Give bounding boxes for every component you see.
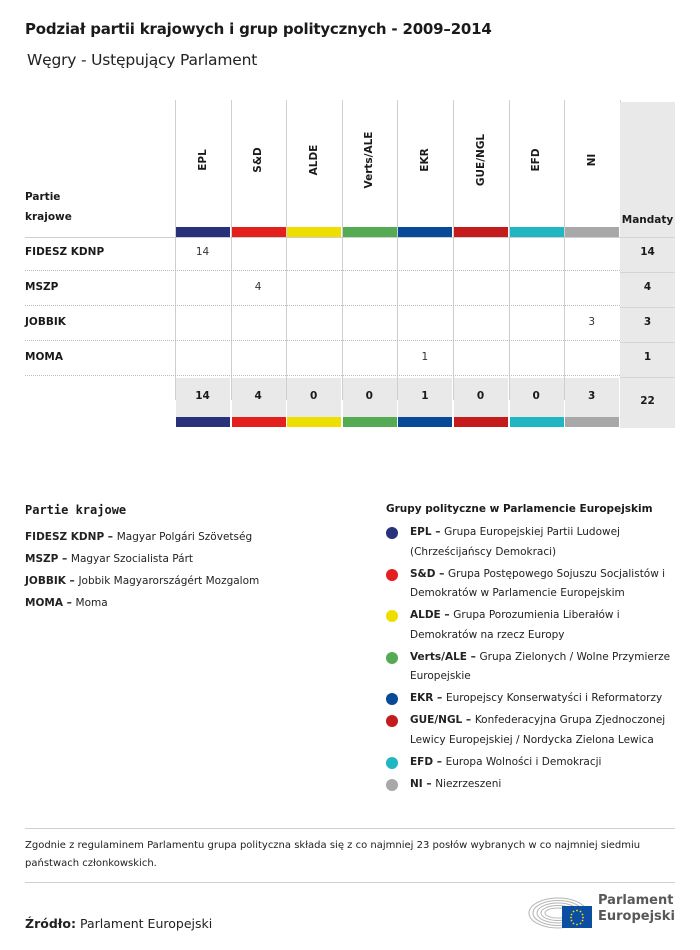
seat-distribution-table: [0, 100, 700, 430]
column-header: [564, 100, 619, 228]
group-color-bar: [454, 227, 508, 237]
footnote: Zgodnie z regulaminem Parlamentu grupa polityczna składa się z co najmniej 23 posłów wybranych w co najmniej siedmiu państwach członkowskich.: [25, 840, 641, 869]
row-header-line2: krajowe: [25, 211, 72, 223]
group-color-dot-icon: [386, 779, 398, 791]
group-full-name: Europejscy Konserwatyści i Reformatorzy: [445, 692, 663, 704]
group-color-bar: [565, 227, 619, 237]
column-header-label: NI: [585, 153, 598, 167]
column-total: 0: [310, 390, 318, 402]
column-ekr: [397, 100, 452, 430]
group-legend-item: GUE/NGL – Konfederacyjna Grupa Zjednoczonej Lewicy Europejskiej / Nordycka Zielona Lewica: [386, 711, 686, 750]
party-legend-item: MOMA – Moma: [25, 597, 108, 609]
column-header-label: EKR: [418, 148, 431, 172]
source-value: Parlament Europejski: [79, 916, 213, 931]
divider-top: [25, 828, 675, 829]
column-header-label: EFD: [530, 148, 543, 172]
group-full-name: Niezrzeszeni: [435, 777, 502, 790]
mandaty-separator: [620, 342, 675, 343]
group-color-dot-icon: [386, 757, 398, 769]
party-legend-item: FIDESZ KDNP – Magyar Polgári Szövetség: [25, 531, 253, 543]
group-full-name: Grupa Postępowego Sojuszu Socjalistów i Demokratów w Parlamencie Europejskim: [410, 567, 666, 599]
group-full-name: Konfederacyjna Grupa Zjednoczonej Lewicy Europejskiej / Nordycka Zielona Lewica: [410, 714, 666, 746]
divider-bottom: [25, 882, 675, 883]
row-total: 1: [643, 351, 652, 363]
column-total: 14: [195, 390, 210, 402]
group-legend-item: S&D – Grupa Postępowego Sojuszu Socjalistów i Demokratów w Parlamencie Europejskim: [386, 565, 686, 604]
group-color-bar: [232, 227, 286, 237]
row-separator: [25, 340, 620, 341]
group-color-bar: [343, 417, 397, 427]
column-header: [231, 100, 286, 228]
party-abbr: MOMA: [25, 597, 63, 609]
table-cell: 4: [254, 281, 262, 293]
row-total: 14: [640, 246, 655, 258]
party-abbr: JOBBIK: [25, 575, 66, 587]
grand-total: 22: [640, 395, 655, 407]
group-color-dot-icon: [386, 652, 398, 664]
mandaty-separator: [620, 272, 675, 273]
group-legend-title: Grupy polityczne w Parlamencie Europejskim: [386, 503, 653, 515]
group-abbr: Verts/ALE: [410, 650, 467, 663]
group-color-bar: [510, 227, 564, 237]
group-legend-item: EKR – Europejscy Konserwatyści i Reformatorzy: [386, 689, 686, 709]
party-abbr: MSZP: [25, 553, 59, 565]
table-cell: 3: [588, 316, 596, 328]
group-legend-item: ALDE – Grupa Porozumienia Liberałów i Demokratów na rzecz Europy: [386, 606, 686, 645]
party-legend-title: Partie krajowe: [25, 503, 127, 517]
group-color-bar: [343, 227, 397, 237]
table-cell: 14: [195, 246, 210, 258]
european-parliament-logo: [528, 891, 678, 931]
column-vertsale: [342, 100, 397, 430]
column-total: 3: [588, 390, 596, 402]
column-header-label: S&D: [252, 147, 265, 173]
party-legend-item: JOBBIK – Jobbik Magyarországért Mozgalom: [25, 575, 260, 587]
mandaty-separator: [620, 377, 675, 378]
group-full-name: Grupa Europejskiej Partii Ludowej (Chrześcijańscy Demokraci): [410, 526, 620, 558]
group-abbr: GUE/NGL: [410, 714, 463, 726]
mandaty-separator: [620, 307, 675, 308]
logo-line2: Europejski: [598, 909, 675, 924]
column-sd: [231, 100, 286, 430]
column-header: [453, 100, 508, 228]
group-color-bar: [398, 227, 452, 237]
group-color-bar: [176, 227, 230, 237]
party-legend-item: MSZP – Magyar Szocialista Párt: [25, 553, 193, 565]
party-full-name: Moma: [75, 597, 108, 609]
mandaty-separator: [620, 237, 675, 238]
group-color-dot-icon: [386, 693, 398, 705]
column-header: [342, 100, 397, 228]
source-label: Źródło:: [25, 916, 76, 931]
row-total: 3: [643, 316, 652, 328]
group-full-name: Grupa Porozumienia Liberałów i Demokratów na rzecz Europy: [410, 609, 620, 641]
table-cell: 1: [421, 351, 429, 363]
party-row-label: FIDESZ KDNP: [25, 246, 105, 258]
group-color-bar: [232, 417, 286, 427]
column-total: 0: [532, 390, 540, 402]
party-abbr: FIDESZ KDNP: [25, 531, 105, 543]
group-color-bar: [287, 417, 341, 427]
group-color-bar: [287, 227, 341, 237]
party-full-name: Magyar Szocialista Párt: [70, 553, 193, 565]
column-header-label: GUE/NGL: [474, 133, 487, 187]
party-row-label: MOMA: [25, 351, 63, 363]
party-legend: [25, 503, 259, 614]
column-alde: [286, 100, 341, 430]
party-full-name: Magyar Polgári Szövetség: [116, 531, 253, 543]
group-color-bar: [565, 417, 619, 427]
group-color-bar: [454, 417, 508, 427]
group-full-name: Grupa Zielonych / Wolne Przymierze Europejskie: [410, 650, 671, 682]
group-full-name: Europa Wolności i Demokracji: [445, 755, 602, 768]
group-color-dot-icon: [386, 527, 398, 539]
group-abbr: NI: [410, 777, 423, 790]
column-guengl: [453, 100, 508, 430]
row-header-label: [25, 187, 72, 227]
group-abbr: ALDE: [410, 609, 441, 621]
row-separator: [25, 270, 620, 271]
column-header: [286, 100, 341, 228]
mandaty-header: Mandaty: [621, 214, 674, 226]
hemicycle-icon: [528, 891, 596, 931]
group-color-bar: [510, 417, 564, 427]
group-legend-item: Verts/ALE – Grupa Zielonych / Wolne Przymierze Europejskie: [386, 648, 686, 687]
column-ni: [564, 100, 619, 430]
group-legend-item: EPL – Grupa Europejskiej Partii Ludowej (Chrześcijańscy Demokraci): [386, 523, 686, 562]
group-abbr: EFD: [410, 755, 434, 768]
column-header: [397, 100, 452, 228]
column-header: [509, 100, 564, 228]
party-row-label: MSZP: [25, 281, 59, 293]
group-legend: [386, 503, 686, 797]
group-color-bar: [176, 417, 230, 427]
group-abbr: EKR: [410, 692, 434, 704]
column-total: 1: [421, 390, 429, 402]
group-color-bar: [398, 417, 452, 427]
column-epl: [175, 100, 230, 430]
party-full-name: Jobbik Magyarországért Mozgalom: [78, 575, 260, 587]
group-legend-item: NI – Niezrzeszeni: [386, 775, 686, 795]
group-legend-item: EFD – Europa Wolności i Demokracji: [386, 753, 686, 773]
row-header-line1: Partie: [25, 191, 61, 203]
group-color-dot-icon: [386, 715, 398, 727]
source-line: [25, 916, 212, 931]
group-color-dot-icon: [386, 569, 398, 581]
column-header: [175, 100, 230, 228]
column-header-label: EPL: [196, 149, 209, 171]
mandaty-column: [620, 102, 675, 428]
party-row-label: JOBBIK: [25, 316, 66, 328]
chart-title: Podział partii krajowych i grup politycznych - 2009–2014: [25, 20, 492, 38]
column-total: 4: [254, 390, 262, 402]
column-total: 0: [365, 390, 373, 402]
column-header-label: Verts/ALE: [363, 131, 376, 189]
column-efd: [509, 100, 564, 430]
group-color-dot-icon: [386, 610, 398, 622]
group-abbr: S&D: [410, 567, 436, 580]
chart-subtitle: Węgry - Ustępujący Parlament: [27, 51, 258, 69]
column-total: 0: [476, 390, 485, 402]
row-total: 4: [643, 281, 652, 293]
column-header-label: ALDE: [307, 144, 320, 176]
row-separator: [25, 375, 620, 376]
group-abbr: EPL: [410, 526, 432, 538]
row-separator: [25, 305, 620, 306]
logo-line1: Parlament: [598, 893, 674, 908]
